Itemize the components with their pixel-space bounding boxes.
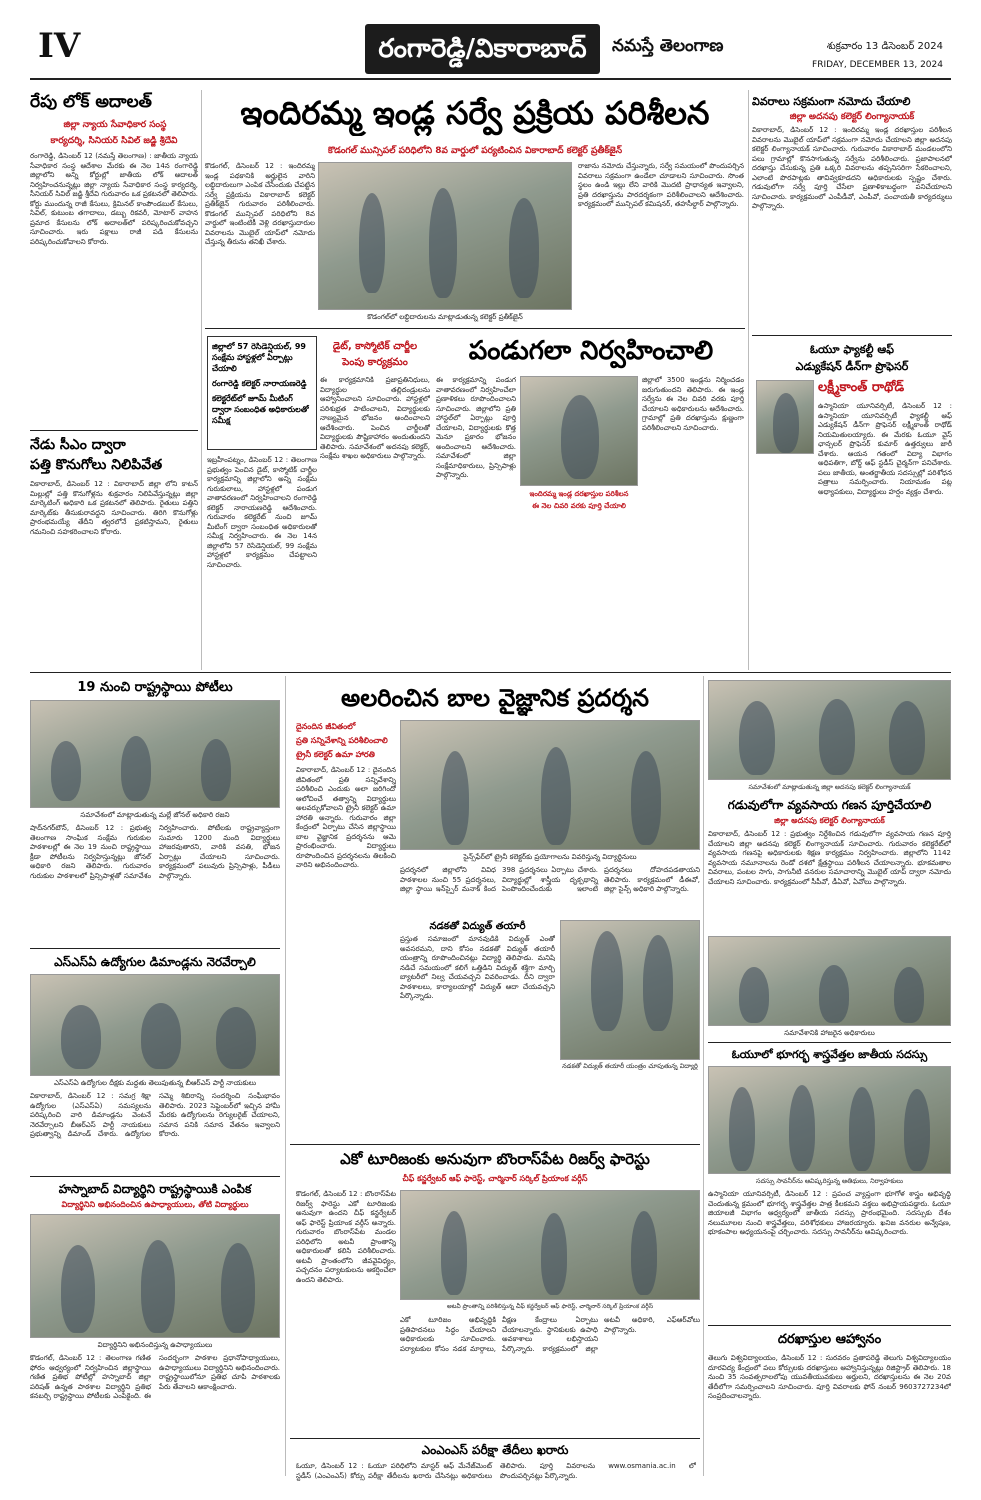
vivaralu-sub: జిల్లా అదనపు కలెక్టర్ లింగ్యానాయక్ (789, 112, 915, 122)
divider (708, 1042, 951, 1043)
photo-figure (441, 751, 469, 845)
photo-figure (201, 739, 231, 801)
photo-figure (789, 1085, 815, 1171)
right-meet-caption: సమావేశంలో మాట్లాడుతున్న జిల్లా అదనపు కలెక్టర్ లింగ్యానాయక్ (748, 783, 911, 791)
photo-figure (51, 741, 81, 801)
bullet-box (207, 336, 317, 450)
photo-figure (739, 701, 775, 775)
vivaralu-body: వికారాబాద్, డిసెంబర్ 12 : ఇందిరమ్మ ఇండ్ల దరఖాస్తుల పరిశీలన వివరాలను మొబైల్ యాప్‌లో సక్రమంగా నమోదు చేయాలని జిల్లా అదనపు కలెక్టర్ లింగ్యానాయక్ సూచించారు. గురువారం వికారాబాద్ మండలంలోని పలు గ్రామాల్లో కొనసాగుతున్న సర్వేను పరిశీలించారు. ప్రజాపాలనలో దరఖాస్తు చేసుకున్న ప్రతి ఒక్కరి వివరాలను తప్పనిసరిగా సేకరించాలని, ఎలాంటి పొరపాట్లకు తావివ్వకూడదని అధికారులకు స్పష్టం చేశారు. గడువులోగా సర్వే పూర్తి చేసేలా ప్రణాళికాబద్ధంగా పనిచేయాలని సూచించారు. కార్యక్రమంలో ఎంపీడీవో, ఎంపీవో, పంచాయతీ కార్యదర్శులు పాల్గొన్నారు. (752, 126, 952, 210)
divider (30, 430, 198, 431)
husnabad-body: కొడంగల్, డిసెంబర్ 12 : తెలంగాణ గణిత ఫోరం ఆధ్వర్యంలో నిర్వహించిన జిల్లాస్థాయి గణిత ప్రతిభ పోటీల్లో హస్నాబాద్ జిల్లా పరిషత్ ఉన్నత పాఠశాల విద్యార్థిని ప్రతిభ కనబర్చి రాష్ట్రస్థాయి పోటీలకు ఎంపికైంది. ఈ సందర్భంగా పాఠశాల ప్రధానోపాధ్యాయులు, ఉపాధ్యాయులు విద్యార్థినిని అభినందించారు. రాష్ట్రస్థాయిలోనూ ప్రతిభ చూపి పాఠశాలకు పేరు తేవాలని ఆకాంక్షించారు. (30, 1354, 280, 1400)
bala-body2: ప్రదర్శనలో జిల్లాలోని వివిధ పాఠశాలల నుంచి 55 ప్రదర్శనలు, జిల్లా స్థాయి ఇన్‌స్పైర్ మనాక్ కింద 398 ప్రదర్శనలు ఏర్పాటు చేశారు. విద్యార్థుల్లో శాస్త్రీయ దృక్పథాన్ని పెంపొందించేందుకు ఇలాంటి ప్రదర్శనలు దోహదపడతాయని తెలిపారు. కార్యక్రమంలో డీఈవో, జిల్లా సైన్స్ అధికారి పాల్గొన్నారు. (400, 866, 700, 893)
column-divider (285, 676, 286, 1476)
vyavasaya-sub: జిల్లా అదనపు కలెక్టర్ లింగ్యానాయక్ (774, 816, 885, 825)
paper-name: నమస్తే తెలంగాణ (612, 36, 724, 56)
husnabad-sub: విద్యార్థినిని అభినందించిన ఉపాధ్యాయులు, తోటి విద్యార్థులు (61, 1200, 249, 1209)
photo-figure (141, 1240, 175, 1333)
bala-sub3: ట్రైనీ కలెక్టర్ ఉమా హారతి (296, 750, 375, 759)
lok-adalat-sub2: కార్యదర్శి, సీనియర్ సివిల్ జడ్జి శ్రీదేవి (50, 136, 178, 146)
bala-body1: వికారాబాద్, డిసెంబర్ 12 : దైనందిన జీవితంలో ప్రతి సన్నివేశాన్ని పరిశీలించి ఎందుకు అలా జరిగిందో ఆలోచించే తత్వాన్ని విద్యార్థులు అలవర్చుకోవాలని ట్రైనీ కలెక్టర్ ఉమా హారతి అన్నారు. గురువారం జిల్లా కేంద్రంలో ఏర్పాటు చేసిన జిల్లాస్థాయి బాల వైజ్ఞానిక ప్రదర్శనను ఆమె ప్రారంభించారు. విద్యార్థులు రూపొందించిన ప్రదర్శనలను తిలకించి వారిని అభినందించారు. (296, 766, 396, 869)
bala-caption: సైన్స్‌ఫేర్‌లో ట్రైనీ కలెక్టర్‌కు ప్రయోగాలను వివరిస్తున్న విద్యార్థినులు (463, 853, 637, 861)
cm-title2: పత్తి కొనుగోలు నిలిపివేత (30, 457, 163, 473)
photo-figure (359, 193, 385, 293)
divider (290, 1144, 700, 1145)
photo-figure (631, 1211, 657, 1295)
divider (205, 328, 745, 329)
sankshema-body4: జిల్లాలో 3500 ఇండ్లను నిర్మించడం జరుగుతుందని తెలిపారు. ఈ ఇండ్ల సర్వేను ఈ నెల చివరి వరకు పూర్తి చేయాలని అధికారులను ఆదేశించారు. గ్రామాల్లో ప్రతి దరఖాస్తును క్షుణ్ణంగా పరిశీలించాలని సూచించారు. (642, 376, 744, 432)
lakshmikanth-title1: ఓయూ ఫ్యాకల్టీ ఆఫ్ (810, 343, 894, 356)
photo-figure (441, 1211, 467, 1295)
borampet-sub: చీఫ్ కన్జర్వేటర్ ఆఫ్ ఫారెస్ట్, చార్మినార్ సర్కిల్ ప్రియాంక వర్గీస్ (402, 1174, 588, 1183)
vidyuth-body: ప్రస్తుత సమాజంలో మానవుడికి విద్యుత్ ఎంతో అవసరమని, దాని కోసం నడకతో విద్యుత్ తయారీ యంత్రాన్ని రూపొందించినట్లు విద్యార్థి తెలిపాడు. మనిషి నడిచే సమయంలో కలిగే ఒత్తిడిని విద్యుత్ శక్తిగా మార్చి బ్యాటరీలో నిల్వ చేయవచ్చని వివరించాడు. దీని ద్వారా పాఠశాలలు, కార్యాలయాల్లో విద్యుత్ ఆదా చేయవచ్చని పేర్కొన్నాడు. (400, 935, 555, 1000)
collector-photo (520, 376, 638, 486)
date-telugu: శుక్రవారం 13 డిసెంబర్ 2024 (826, 41, 943, 52)
right-meet-photo (708, 680, 951, 780)
section-rule (30, 672, 951, 673)
lakshmikanth-title2: ఎడ్యుకేషన్ డీన్‌గా ప్రొఫెసర్ (795, 360, 909, 373)
photo-figure (509, 198, 539, 298)
vyavasaya-title: గడువులోగా వ్యవసాయ గణన పూర్తిచేయాలి (727, 798, 932, 812)
lakshmikanth-body: ఉస్మానియా యూనివర్సిటీ, డిసెంబర్ 12 : ఉస్మానియా యూనివర్సిటీ ఫ్యాకల్టీ ఆఫ్ ఎడ్యుకేషన్ డీన్‌గా ప్రొఫెసర్ లక్ష్మీకాంత్ రాథోడ్ నియమితులయ్యారు. ఈ మేరకు ఓయూ వైస్ ఛాన్సలర్ ప్రొఫెసర్ కుమార్ ఉత్తర్వులు జారీ చేశారు. ఆయన గతంలో విద్యా విభాగం అధిపతిగా, బోర్డ్ ఆఫ్ స్టడీస్ చైర్మన్‌గా పనిచేశారు. పలు జాతీయ, అంతర్జాతీయ సదస్సుల్లో పరిశోధన పత్రాలు సమర్పించారు. నియామకం పట్ల అధ్యాపకులు, విద్యార్థులు హర్షం వ్యక్తం చేశారు. (818, 402, 952, 496)
photo-figure (561, 395, 599, 479)
mms-title: ఎంఎంఎస్ పరీక్షా తేదీలు ఖరారు (421, 1443, 569, 1457)
ou-caption: సదస్సు సావనీర్‌ను ఆవిష్కరిస్తున్న అతిథులు, నిర్వాహకులు (756, 1177, 903, 1185)
lok-adalat-sub1: జిల్లా న్యాయ సేవాధికార సంస్థ (63, 120, 167, 130)
photo-figure (819, 699, 855, 775)
darakhastu-title: దరఖాస్తుల ఆహ్వానం (777, 1332, 882, 1347)
potilu-photo (30, 700, 280, 808)
sankshema-body1: ఇబ్రహీంపట్నం, డిసెంబర్ 12 : తెలంగాణ ప్రభుత్వం పెంచిన డైట్, కాస్మోటిక్ చార్జీల కార్యక్రమాన్ని జిల్లాలోని అన్ని సంక్షేమ గురుకులాలు, హాస్టళ్లలో పండుగ వాతావరణంలో నిర్వహించాలని రంగారెడ్డి కలెక్టర్ నారాయణరెడ్డి ఆదేశించారు. గురువారం కలెక్టరేట్ నుంచి జూమ్ మీటింగ్ ద్వారా సంబంధిత అధికారులతో సమీక్ష నిర్వహించారు. ఈ నెల 14న జిల్లాలోని 57 రెసిడెన్షియల్, 99 సంక్షేమ హాస్టళ్లలో కార్యక్రమం చేపట్టాలని సూచించారు. (207, 456, 317, 569)
ou-title: ఓయూలో భూగర్భ శాస్త్రవేత్తల జాతీయ సదస్సు (731, 1048, 928, 1061)
photo-figure (61, 1005, 101, 1069)
inner-sub: ఇందిరమ్మ ఇండ్ల దరఖాస్తుల పరిశీలన (529, 490, 629, 498)
photo-figure (541, 1213, 567, 1295)
inner-sub2: ఈ నెల చివరి వరకు పూర్తి చేయాలి (532, 502, 626, 510)
lakshmikanth-photo (756, 380, 814, 454)
borampet-caption: అటవీ ప్రాంతాన్ని పరిశీలిస్తున్న చీఫ్ కన్జర్వేటర్ ఆఫ్ ఫారెస్ట్, చార్మినార్ సర్కిల్ ప్రియాంక వర్గీస్ (446, 1303, 654, 1310)
borampet-title: ఎకో టూరిజంకు అనువుగా బొంరాస్‌పేట రిజర్వ్ ఫారెస్టు (340, 1150, 650, 1168)
indiramma-caption: కొడంగల్‌లో లబ్ధిదారులను మాట్లాడుతున్న కలెక్టర్ ప్రతీక్‌జైన్ (367, 313, 523, 321)
photo-figure (849, 1087, 875, 1171)
photo-figure (739, 967, 769, 1023)
photo-figure (894, 967, 924, 1023)
potilu-caption: సమావేశంలో మాట్లాడుతున్న మల్లే జోనల్ అధికారి రజని (80, 811, 230, 819)
photo-figure (221, 1243, 255, 1333)
indiramma-body2: రాజాను నమోదు చేస్తున్నారు, సర్వే సమయంలో పొందుపర్చిన వివరాలు సక్రమంగా ఉండేలా చూడాలని సూచించారు. సొంత స్థలం ఉండి ఇల్లు లేని వారికి మొదటి ప్రాధాన్యత ఇవ్వాలని, ప్రతి దరఖాస్తును పారదర్శకంగా పరిశీలించాలని ఆదేశించారు. కార్యక్రమంలో మున్సిపల్ కమిషనర్, తహసీల్దార్ పాల్గొన్నారు. (578, 162, 744, 208)
divider (30, 948, 280, 949)
column-divider (201, 90, 202, 670)
darakhastu-body: తెలుగు విశ్వవిద్యాలయం, డిసెంబర్ 12 : సురవరం ప్రతాపరెడ్డి తెలుగు విశ్వవిద్యాలయం దూరవిద్య కేంద్రంలో పలు కోర్సులకు దరఖాస్తులు ఆహ్వానిస్తున్నట్లు రిజిస్ట్రార్ తెలిపారు. 18 నుంచి 35 సంవత్సరాలలోపు యువతీయువకులు అర్హులని, దరఖాస్తులను ఈ నెల 20వ తేదీలోగా సమర్పించాలని సూచించారు. పూర్తి వివరాలకు ఫోన్ నంబర్ 9603727234లో సంప్రదించాలన్నారు. (708, 1354, 951, 1400)
cm-body: వికారాబాద్, డిసెంబర్ 12 : వికారాబాద్ జిల్లా లోని కాటన్ మిల్లుల్లో పత్తి కొనుగోళ్లను శుక్రవారం నిలిపివేస్తున్నట్లు జిల్లా మార్కెటింగ్ అధికారి ఒక ప్రకటనలో తెలిపారు. రైతులు పత్తిని మార్కెట్‌కు తీసుకురావద్దని సూచించారు. తిరిగి కొనుగోళ్లు ప్రారంభమయ్యే తేదీని త్వరలోనే ప్రకటిస్తామని, రైతులు గమనించి సహకరించాలని కోరారు. (30, 480, 198, 536)
photo-figure (729, 1087, 755, 1171)
column-divider (748, 90, 749, 670)
divider (290, 1438, 700, 1439)
photo-figure (141, 1003, 181, 1069)
husnabad-photo (30, 1214, 280, 1338)
edition-banner (365, 24, 600, 74)
ou-photo (708, 1066, 951, 1174)
vidyuth-title: నడకతో విద్యుత్ తయారీ (429, 921, 526, 932)
indiramma-body1: కొడంగల్, డిసెంబర్ 12 : ఇందిరమ్మ ఇండ్ల పథకానికి అర్హులైన వారిని లబ్ధిదారులుగా ఎంపిక చేసేందుకు చేపట్టిన సర్వే ప్రక్రియను వికారాబాద్ కలెక్టర్ ప్రతీక్‌జైన్ గురువారం పరిశీలించారు. కొడంగల్ మున్సిపల్ పరిధిలోని 8వ వార్డులో ఇంటింటికీ వెళ్లి దరఖాస్తుదారుల వివరాలను మొబైల్ యాప్‌లో నమోదు చేస్తున్న తీరును తనిఖీ చేశారు. (205, 162, 315, 246)
photo-figure (216, 1007, 256, 1069)
mms-body: ఓయూ, డిసెంబర్ 12 : ఓయూ పరిధిలోని మాస్టర్ ఆఫ్ మేనేజ్‌మెంట్ స్టడీస్ (ఎంఎంఎస్) కోర్సు పరీక్షా తేదీలను ఖరారు చేసినట్లు అధికారులు తెలిపారు. పూర్తి వివరాలను www.osmania.ac.in లో పొందుపర్చినట్లు పేర్కొన్నారు. (296, 1462, 696, 1480)
bala-photo (400, 720, 700, 850)
lakshmikanth-name: లక్ష్మీకాంత్ రాథోడ్ (818, 380, 905, 395)
photo-figure (889, 701, 925, 775)
photo-figure (904, 1089, 930, 1171)
indiramma-sub: కొడంగల్ మున్సిపల్ పరిధిలోని 8వ వార్డులో పర్యటించిన వికారాబాద్ కలెక్టర్ ప్రతీక్‌జైన్ (327, 146, 623, 156)
page-number: IV (38, 26, 81, 66)
edition-name: రంగారెడ్డి/వికారాబాద్ (378, 34, 587, 64)
borampet-body1: కొడంగల్, డిసెంబర్ 12 : బొంరాస్‌పేట రిజర్వ్ ఫారెస్టు ఎకో టూరిజంకు అనువుగా ఉందని చీఫ్ కన్జర్వేటర్ ఆఫ్ ఫారెస్ట్ ప్రియాంక వర్గీస్ అన్నారు. గురువారం బొంరాస్‌పేట మండల పరిధిలోని అటవీ ప్రాంతాన్ని అధికారులతో కలిసి పరిశీలించారు. అటవీ ప్రాంతంలోని జీవవైవిధ్యం, పచ్చదనం పర్యాటకులను ఆకర్షించేలా ఉందని తెలిపారు. (296, 1190, 396, 1284)
vyavasaya-caption: సమావేశానికి హాజరైన అధికారులు (784, 1029, 875, 1037)
lok-adalat-title: రేపు లోక్ అదాలత్ (30, 92, 152, 112)
photo-figure (591, 931, 623, 1031)
divider (30, 1176, 280, 1177)
bullet-item: రంగారెడ్డి కలెక్టర్ నారాయణరెడ్డి (212, 379, 307, 388)
indiramma-title: ఇందిరమ్మ ఇండ్ల సర్వే ప్రక్రియ పరిశీలన (240, 94, 710, 132)
bullet-item: కలెక్టరేట్‌లో జూమ్ మీటింగ్ ద్వారా సంబంధిత అధికారులతో సమీక్ష (212, 394, 309, 425)
bala-sub2: ప్రతి సన్నివేశాన్ని పరిశీలించాలి (296, 736, 388, 745)
bullet-item: జిల్లాలో 57 రెసిడెన్షియల్, 99 సంక్షేమ హాస్టళ్లలో ఏర్పాట్లు చేయాలి (212, 342, 306, 373)
ou-body: ఉస్మానియా యూనివర్సిటీ, డిసెంబర్ 12 : ప్రపంచ వ్యాప్తంగా భూగోళ శాస్త్రం అభివృద్ధి చెందుతున్న క్రమంలో భూగర్భ శాస్త్రవేత్తల పాత్ర కీలకమని వక్తలు అభిప్రాయపడ్డారు. ఓయూ జియాలజీ విభాగం ఆధ్వర్యంలో జాతీయ సదస్సు ప్రారంభమైంది. సదస్సుకు దేశం నలుమూలల నుంచి శాస్త్రవేత్తలు, పరిశోధకులు హాజరయ్యారు. ఖనిజ వనరుల అన్వేషణ, భూకంపాల అధ్యయనంపై చర్చించారు. సదస్సు సావనీర్‌ను ఆవిష్కరించారు. (708, 1190, 951, 1236)
ssa-photo (30, 974, 280, 1076)
photo-figure (121, 736, 151, 801)
potilu-body: షాద్‌నగర్‌టౌన్, డిసెంబర్ 12 : ప్రభుత్వ తెలంగాణ సాంఘిక సంక్షేమ గురుకుల పాఠశాలల్లో ఈ నెల 19 నుంచి రాష్ట్రస్థాయి క్రీడా పోటీలను నిర్వహిస్తున్నట్లు జోనల్ అధికారి రజని తెలిపారు. గురువారం గురుకుల పాఠశాలలో ప్రిన్సిపాళ్లతో సమావేశం నిర్వహించారు. పోటీలకు రాష్ట్రవ్యాప్తంగా సుమారు 1200 మంది విద్యార్థులు హాజరవుతారని, వారికి వసతి, భోజన ఏర్పాట్లు చేయాలని సూచించారు. కార్యక్రమంలో పలువురు ప్రిన్సిపాళ్లు, పీడీలు పాల్గొన్నారు. (30, 824, 280, 880)
vidyuth-photo (560, 920, 700, 1060)
vidyuth-caption: నడకతో విద్యుత్ తయారీ యంత్రం చూపుతున్న విద్యార్థి (562, 1062, 698, 1070)
husnabad-title: హస్నాబాద్ విద్యార్థిని రాష్ట్రస్థాయికి ఎంపిక (58, 1182, 252, 1196)
masthead-rule (30, 78, 951, 80)
divider (752, 335, 952, 336)
date-english: FRIDAY, DECEMBER 13, 2024 (812, 60, 943, 70)
ssa-body: వికారాబాద్, డిసెంబర్ 12 : సమగ్ర శిక్షా ఉద్యోగుల (ఎస్ఎస్ఏ) సమస్యలను పరిష్కరించి వారి డిమాండ్లను వెంటనే నెరవేర్చాలని బీఆర్ఎస్ పార్టీ నాయకులు ప్రభుత్వాన్ని డిమాండ్ చేశారు. ఉద్యోగుల సమ్మె శిబిరాన్ని సందర్శించి సంఘీభావం తెలిపారు. 2023 సెప్టెంబర్‌లో ఇచ్చిన హామీ మేరకు ఉద్యోగులను రెగ్యులరైజ్ చేయాలని, సమాన పనికి సమాన వేతనం ఇవ్వాలని కోరారు. (30, 1092, 280, 1138)
photo-figure (631, 751, 661, 845)
vivaralu-title: వివరాలు సక్రమంగా నమోదు చేయాలి (752, 95, 911, 108)
bala-sub1: దైనందిన జీవితంలో (296, 722, 356, 731)
photo-figure (819, 965, 849, 1023)
vyavasaya-body: వికారాబాద్, డిసెంబర్ 12 : ప్రభుత్వం నిర్దేశించిన గడువులోగా వ్యవసాయ గణన పూర్తి చేయాలని జిల్లా అదనపు కలెక్టర్ లింగ్యానాయక్ సూచించారు. గురువారం కలెక్టరేట్‌లో వ్యవసాయ గణనపై అధికారులకు శిక్షణ కార్యక్రమం నిర్వహించారు. జిల్లాలోని 1142 వ్యవసాయ నమూనాలను రెండో దశలో క్షేత్రస్థాయి పరిశీలన చేయాలన్నారు. భూకమతాల వివరాలు, పంటల సాగు, సాగునీటి వనరుల సమాచారాన్ని మొబైల్ యాప్ ద్వారా నమోదు చేయాలని సూచించారు. కార్యక్రమంలో సీపీవో, డీఏవో, ఏవోలు పాల్గొన్నారు. (708, 830, 951, 886)
photo-figure (61, 1245, 95, 1333)
husnabad-caption: విద్యార్థినిని అభినందిస్తున్న ఉపాధ్యాయులు (97, 1341, 213, 1349)
bala-title: అలరించిన బాల వైజ్ఞానిక ప్రదర్శన (341, 684, 649, 712)
cm-title1: నేడు సీఎం ద్వారా (30, 437, 126, 453)
divider (708, 1325, 951, 1326)
photo-figure (429, 188, 457, 298)
diet-title2: పెంపు కార్యక్రమం (342, 357, 408, 368)
potilu-title: 19 నుంచి రాష్ట్రస్థాయి పోటీలు (77, 680, 233, 695)
photo-figure (541, 747, 571, 845)
photo-figure (773, 393, 799, 453)
photo-figure (643, 935, 673, 1031)
indiramma-photo (318, 162, 572, 310)
borampet-body2: ఎకో టూరిజం అభివృద్ధికి ప్రతిపాదనలు సిద్ధం చేయాలని అధికారులకు సూచించారు. పర్యాటకుల కోసం నడక మార్గాలు, వీక్షణ కేంద్రాలు ఏర్పాటు చేయాలన్నారు. స్థానికులకు ఉపాధి అవకాశాలు లభిస్తాయని పేర్కొన్నారు. కార్యక్రమంలో జిల్లా అటవీ అధికారి, ఎఫ్‌ఆర్‌వోలు పాల్గొన్నారు. (400, 1316, 700, 1353)
ssa-title: ఎస్ఎస్ఏ ఉద్యోగుల డిమాండ్లను నెరవేర్చాలి (54, 955, 256, 969)
vyavasaya-photo (708, 936, 951, 1026)
sankshema-body3: ఈ కార్యక్రమాన్ని పండుగ వాతావరణంలో నిర్వహించేలా ప్రణాళికలు రూపొందించాలని సూచించారు. జిల్లాలోని ప్రతి హాస్టల్‌లో ఏర్పాట్లు పూర్తి చేయాలని, విద్యార్థులకు కొత్త మెనూ ప్రకారం భోజనం అందించాలని ఆదేశించారు. సమావేశంలో జిల్లా సంక్షేమాధికారులు, ప్రిన్సిపాళ్లు పాల్గొన్నారు. (436, 376, 516, 479)
borampet-photo (400, 1190, 700, 1300)
sankshema-title: పండుగలా నిర్వహించాలి (468, 336, 714, 366)
sankshema-body2: ఈ కార్యక్రమానికి ప్రజాప్రతినిధులు, విద్యార్థుల తల్లిదండ్రులను ఆహ్వానించాలని సూచించారు. హాస్టళ్లలో పరిశుభ్రత పాటించాలని, విద్యార్థులకు నాణ్యమైన భోజనం అందించాలని ఆదేశించారు. పెంచిన చార్జీలతో విద్యార్థులకు పౌష్టికాహారం అందుతుందని తెలిపారు. సమావేశంలో అదనపు కలెక్టర్, సంక్షేమ శాఖల అధికారులు పాల్గొన్నారు. (320, 376, 430, 460)
column-divider (703, 676, 704, 1476)
lok-adalat-body: రంగారెడ్డి, డిసెంబర్ 12 (నమస్తే తెలంగాణ) : జాతీయ న్యాయ సేవాధికార సంస్థ ఆదేశాల మేరకు ఈ నెల 14న రంగారెడ్డి జిల్లాలోని అన్ని కోర్టుల్లో జాతీయ లోక్ అదాలత్ నిర్వహించనున్నట్లు జిల్లా న్యాయ సేవాధికార సంస్థ కార్యదర్శి, సీనియర్ సివిల్ జడ్జి శ్రీదేవి గురువారం ఒక ప్రకటనలో తెలిపారు. కోర్టు ముందున్న రాజీ కేసులు, క్రిమినల్ కాంపౌండబుల్ కేసులు, సివిల్, కుటుంబ తగాదాలు, డబ్బు రికవరీ, మోటార్ వాహన ప్రమాద కేసులను లోక్ అదాలత్‌లో పరిష్కరించుకోవచ్చని సూచించారు. ఇరు పక్షాలు రాజీ పడి కేసులను పరిష్కరించుకోవాలని కోరారు. (30, 152, 198, 246)
diet-title1: డైట్, కాస్మోటిక్ చార్జీల (332, 341, 418, 352)
ssa-caption: ఎస్ఎస్ఏ ఉద్యోగుల దీక్షకు మద్దతు తెలుపుతున్న బీఆర్ఎస్ పార్టీ నాయకులు (53, 1079, 257, 1087)
